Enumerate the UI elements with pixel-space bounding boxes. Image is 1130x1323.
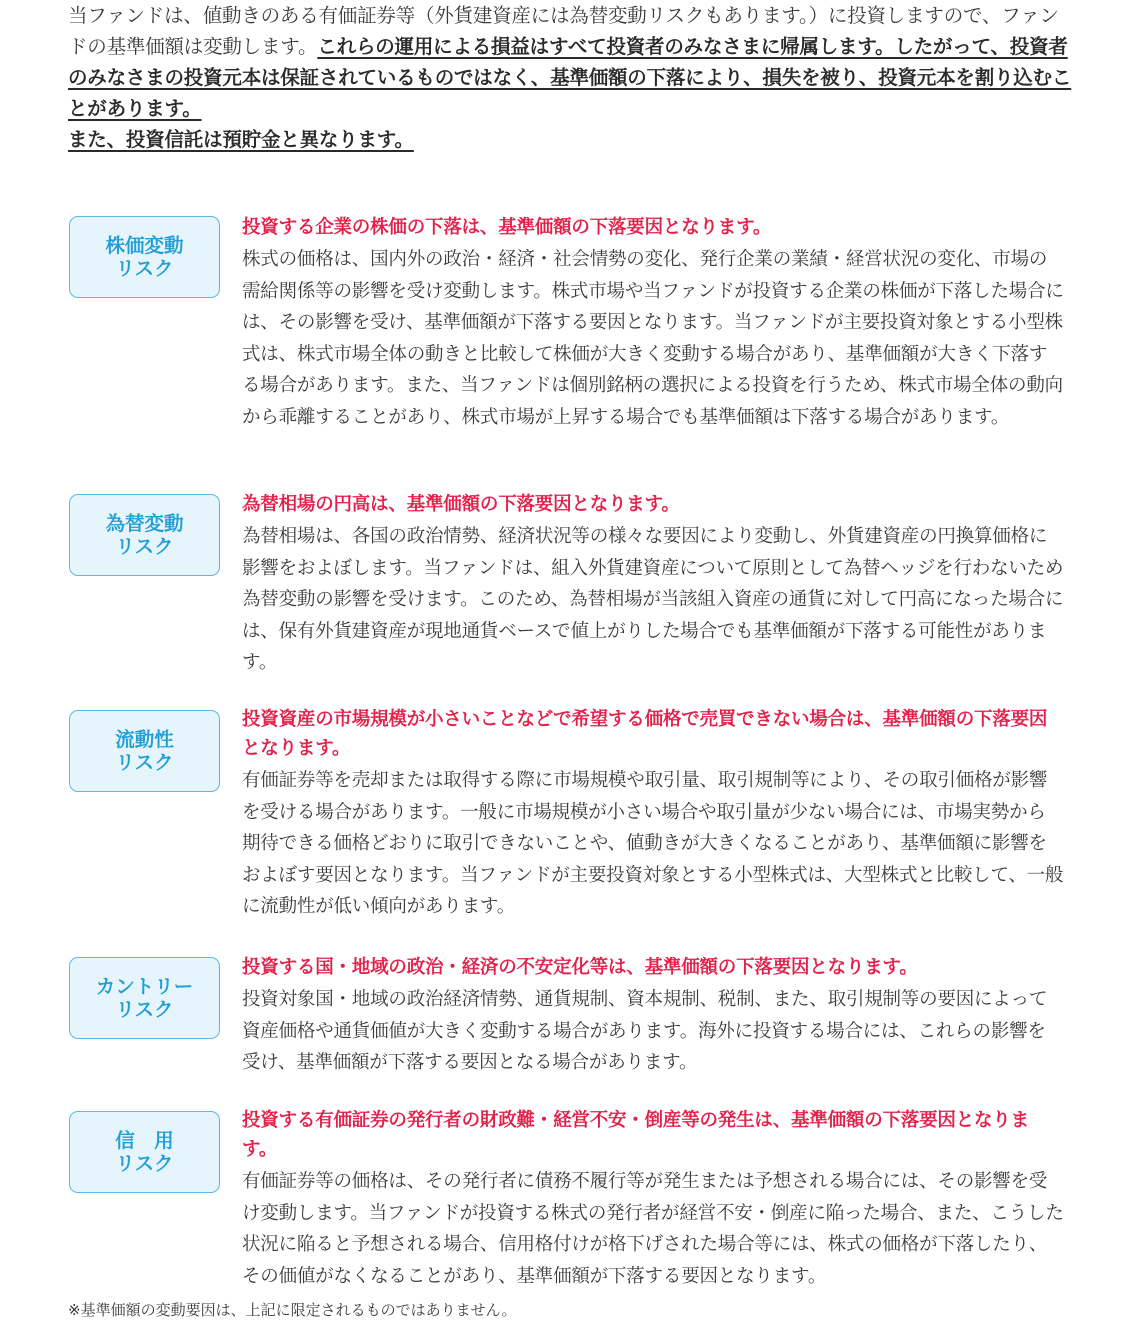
risk-badge-line2: リスク <box>115 1152 174 1175</box>
risk-headline: 投資する国・地域の政治・経済の不安定化等は、基準価額の下落要因となります。 <box>242 957 918 978</box>
risk-body: 投資対象国・地域の政治経済情勢、通貨規制、資本規制、税制、また、取引規制等の要因によって資産価格や通貨価値が大きく変動する場合があります。海外に投資する場合には、これらの影響を受け、基準価額が下落する要因となる場合があります。 <box>242 989 1048 1073</box>
risk-body: 為替相場は、各国の政治情勢、経済状況等の様々な要因により変動し、外貨建資産の円換算価格に影響をおよぼします。当ファンドは、組入外貨建資産について原則として為替ヘッジを行わないため為替変動の影響を受けます。このため、為替相場が当該組入資産の通貨に対して円高になった場合には、保有外貨建資産が現地通貨ベースで値上がりした場合でも基準価額が下落する可能性があります。 <box>242 526 1064 673</box>
risk-badge <box>69 494 220 576</box>
risk-badge-line1: カントリー <box>95 975 194 998</box>
risk-body: 株式の価格は、国内外の政治・経済・社会情勢の変化、発行企業の業績・経営状況の変化、市場の需給関係等の影響を受け変動します。株式市場や当ファンドが投資する企業の株価が下落した場合には、その影響を受け、基準価額が下落する要因となります。当ファンドが主要投資対象とする小型株式は、株式市場全体の動きと比較して株価が大きく変動する場合があり、基準価額が大きく下落する場合があります。また、当ファンドは個別銘柄の選択による投資を行うため、株式市場全体の動向から乖離することがあり、株式市場が上昇する場合でも基準価額は下落する場合があります。 <box>242 249 1064 428</box>
risk-badge-line2: リスク <box>115 751 174 774</box>
intro-emphasis-deposit: また、投資信託は預貯金と異なります。 <box>68 128 414 151</box>
risk-content <box>242 490 1064 679</box>
risk-badge <box>69 710 220 792</box>
risk-content <box>242 213 1064 433</box>
risk-content <box>242 953 1064 1079</box>
risk-content <box>242 1106 1064 1292</box>
risk-badge-line1: 為替変動 <box>105 512 184 535</box>
intro-text: 当ファンドは、値動きのある有価証券等（外貨建資産には為替変動リスクもあります。）に投資しますので、ファンドの基準価額は変動します。 <box>68 4 1059 58</box>
risk-content <box>242 705 1064 923</box>
risk-badge <box>69 1111 220 1193</box>
risk-headline: 投資する企業の株価の下落は、基準価額の下落要因となります。 <box>242 217 772 238</box>
risk-badge-line2: リスク <box>115 257 174 280</box>
risk-headline: 投資する有価証券の発行者の財政難・経営不安・倒産等の発生は、基準価額の下落要因となります。 <box>242 1110 1029 1160</box>
risk-headline: 投資資産の市場規模が小さいことなどで希望する価格で売買できない場合は、基準価額の下落要因となります。 <box>242 709 1048 759</box>
intro-emphasis: これらの運用による損益はすべて投資者のみなさまに帰属します。したがって、投資者のみなさまの投資元本は保証されているものではなく、基準価額の下落により、損失を被り、投資元本を割り込むことがあります。 <box>68 35 1072 120</box>
risk-headline: 為替相場の円高は、基準価額の下落要因となります。 <box>242 494 680 515</box>
risk-body: 有価証券等の価格は、その発行者に債務不履行等が発生または予想される場合には、その影響を受け変動します。当ファンドが投資する株式の発行者が経営不安・倒産に陥った場合、また、こうした状況に陥ると予想される場合、信用格付けが格下げされた場合等には、株式の価格が下落したり、その価値がなくなることがあり、基準価額が下落する要因となります。 <box>242 1171 1064 1287</box>
risk-badge-line1: 信 用 <box>115 1129 174 1152</box>
risk-body: 有価証券等を売却または取得する際に市場規模や取引量、取引規制等により、その取引価格が影響を受ける場合があります。一般に市場規模が小さい場合や取引量が少ない場合には、市場実勢から期待できる価格どおりに取引できないことや、値動きが大きくなることがあり、基準価額に影響をおよぼす要因となります。当ファンドが主要投資対象とする小型株式は、大型株式と比較して、一般に流動性が低い傾向があります。 <box>242 770 1064 917</box>
risk-badge <box>69 957 220 1039</box>
risk-badge-line1: 株価変動 <box>105 234 184 257</box>
risk-badge-line2: リスク <box>115 998 174 1021</box>
risk-badge-line2: リスク <box>115 535 174 558</box>
risk-badge <box>69 216 220 298</box>
footnote: ※基準価額の変動要因は、上記に限定されるものではありません。 <box>68 1301 517 1319</box>
risk-badge-line1: 流動性 <box>115 728 174 751</box>
intro-paragraph <box>68 0 1078 155</box>
